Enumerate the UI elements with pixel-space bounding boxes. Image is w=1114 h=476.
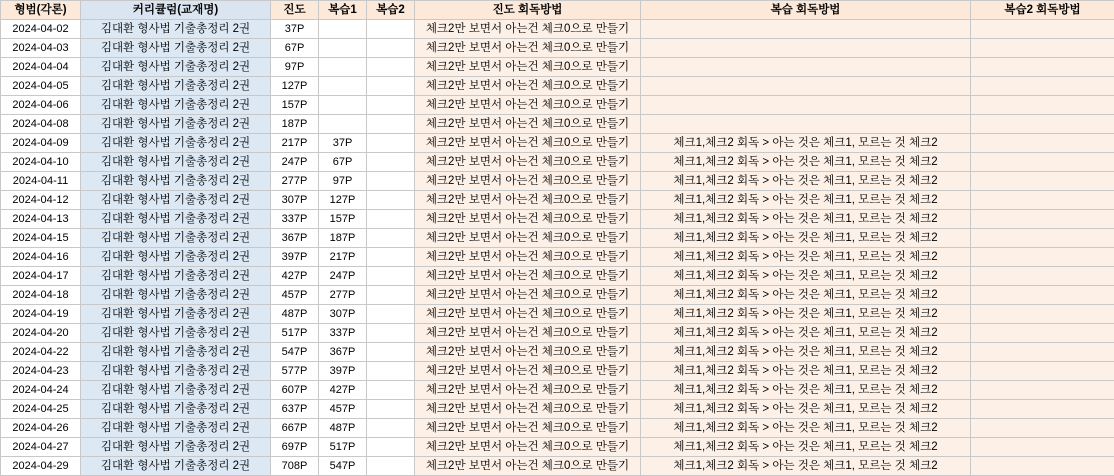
- cell-date[interactable]: 2024-04-03: [1, 39, 81, 58]
- table-row: [1, 191, 1114, 210]
- table-row: [1, 115, 1114, 134]
- cell-curriculum[interactable]: 김대환 형사법 기출총정리 2권: [81, 381, 271, 400]
- cell-review1[interactable]: [319, 39, 367, 58]
- cell-review2-method[interactable]: [971, 153, 1114, 172]
- cell-curriculum[interactable]: 김대환 형사법 기출총정리 2권: [81, 457, 271, 476]
- cell-review2[interactable]: [367, 210, 415, 229]
- cell-review-method[interactable]: [641, 58, 971, 77]
- cell-review2[interactable]: [367, 115, 415, 134]
- cell-review2-method[interactable]: [971, 248, 1114, 267]
- cell-review2-method[interactable]: [971, 362, 1114, 381]
- cell-progress[interactable]: 457P: [271, 286, 319, 305]
- cell-review-method[interactable]: [641, 20, 971, 39]
- cell-review2[interactable]: [367, 248, 415, 267]
- table-row: [1, 172, 1114, 191]
- cell-review-method[interactable]: [641, 115, 971, 134]
- cell-progress[interactable]: 637P: [271, 400, 319, 419]
- cell-date[interactable]: 2024-04-09: [1, 134, 81, 153]
- cell-date[interactable]: 2024-04-05: [1, 77, 81, 96]
- cell-date[interactable]: 2024-04-18: [1, 286, 81, 305]
- table-row: [1, 248, 1114, 267]
- cell-date[interactable]: 2024-04-06: [1, 96, 81, 115]
- cell-date[interactable]: 2024-04-22: [1, 343, 81, 362]
- cell-progress[interactable]: 127P: [271, 77, 319, 96]
- cell-review1[interactable]: 157P: [319, 210, 367, 229]
- cell-curriculum[interactable]: 김대환 형사법 기출총정리 2권: [81, 172, 271, 191]
- table-row: [1, 438, 1114, 457]
- column-header-date[interactable]: 형범(각론): [1, 1, 81, 20]
- cell-progress-method[interactable]: 체크2만 보면서 아는건 체크0으로 만들기: [415, 438, 641, 457]
- cell-review-method[interactable]: 체크1,체크2 회독 > 아는 것은 체크1, 모르는 것 체크2: [641, 324, 971, 343]
- cell-review2[interactable]: [367, 400, 415, 419]
- cell-review-method[interactable]: 체크1,체크2 회독 > 아는 것은 체크1, 모르는 것 체크2: [641, 172, 971, 191]
- cell-review2-method[interactable]: [971, 134, 1114, 153]
- cell-review-method[interactable]: 체크1,체크2 회독 > 아는 것은 체크1, 모르는 것 체크2: [641, 438, 971, 457]
- cell-review1[interactable]: 127P: [319, 191, 367, 210]
- cell-review2[interactable]: [367, 362, 415, 381]
- cell-review1[interactable]: 97P: [319, 172, 367, 191]
- cell-review2[interactable]: [367, 438, 415, 457]
- cell-progress[interactable]: 37P: [271, 20, 319, 39]
- cell-review2-method[interactable]: [971, 210, 1114, 229]
- cell-review1[interactable]: [319, 77, 367, 96]
- cell-review2-method[interactable]: [971, 77, 1114, 96]
- cell-curriculum[interactable]: 김대환 형사법 기출총정리 2권: [81, 419, 271, 438]
- cell-progress[interactable]: 157P: [271, 96, 319, 115]
- cell-progress-method[interactable]: 체크2만 보면서 아는건 체크0으로 만들기: [415, 96, 641, 115]
- cell-review2-method[interactable]: [971, 438, 1114, 457]
- cell-progress-method[interactable]: 체크2만 보면서 아는건 체크0으로 만들기: [415, 153, 641, 172]
- table-row: [1, 153, 1114, 172]
- cell-review2-method[interactable]: [971, 115, 1114, 134]
- cell-review1[interactable]: 277P: [319, 286, 367, 305]
- cell-curriculum[interactable]: 김대환 형사법 기출총정리 2권: [81, 115, 271, 134]
- cell-review2-method[interactable]: [971, 39, 1114, 58]
- cell-date[interactable]: 2024-04-29: [1, 457, 81, 476]
- table-row: [1, 77, 1114, 96]
- cell-date[interactable]: 2024-04-02: [1, 20, 81, 39]
- table-row: [1, 267, 1114, 286]
- cell-review-method[interactable]: [641, 77, 971, 96]
- cell-progress-method[interactable]: 체크2만 보면서 아는건 체크0으로 만들기: [415, 286, 641, 305]
- table-row: [1, 39, 1114, 58]
- cell-review1[interactable]: 37P: [319, 134, 367, 153]
- cell-review1[interactable]: [319, 96, 367, 115]
- cell-progress[interactable]: 187P: [271, 115, 319, 134]
- cell-progress[interactable]: 97P: [271, 58, 319, 77]
- cell-date[interactable]: 2024-04-25: [1, 400, 81, 419]
- cell-progress-method[interactable]: 체크2만 보면서 아는건 체크0으로 만들기: [415, 134, 641, 153]
- table-row: [1, 229, 1114, 248]
- cell-date[interactable]: 2024-04-08: [1, 115, 81, 134]
- cell-review2[interactable]: [367, 58, 415, 77]
- cell-review2[interactable]: [367, 20, 415, 39]
- cell-date[interactable]: 2024-04-27: [1, 438, 81, 457]
- cell-review2[interactable]: [367, 229, 415, 248]
- cell-progress-method[interactable]: 체크2만 보면서 아는건 체크0으로 만들기: [415, 400, 641, 419]
- cell-date[interactable]: 2024-04-19: [1, 305, 81, 324]
- column-header-progress[interactable]: 진도: [271, 1, 319, 20]
- cell-progress[interactable]: 708P: [271, 457, 319, 476]
- cell-curriculum[interactable]: 김대환 형사법 기출총정리 2권: [81, 20, 271, 39]
- table-header: [1, 1, 1114, 20]
- table-row: [1, 457, 1114, 476]
- cell-progress[interactable]: 67P: [271, 39, 319, 58]
- cell-review2-method[interactable]: [971, 20, 1114, 39]
- cell-progress-method[interactable]: 체크2만 보면서 아는건 체크0으로 만들기: [415, 457, 641, 476]
- column-header-review2[interactable]: 복습2: [367, 1, 415, 20]
- cell-review2-method[interactable]: [971, 381, 1114, 400]
- cell-review2[interactable]: [367, 286, 415, 305]
- cell-review-method[interactable]: 체크1,체크2 회독 > 아는 것은 체크1, 모르는 것 체크2: [641, 191, 971, 210]
- cell-date[interactable]: 2024-04-23: [1, 362, 81, 381]
- cell-curriculum[interactable]: 김대환 형사법 기출총정리 2권: [81, 362, 271, 381]
- cell-date[interactable]: 2024-04-15: [1, 229, 81, 248]
- cell-review1[interactable]: 427P: [319, 381, 367, 400]
- cell-review2-method[interactable]: [971, 457, 1114, 476]
- cell-review1[interactable]: 247P: [319, 267, 367, 286]
- cell-date[interactable]: 2024-04-26: [1, 419, 81, 438]
- cell-review2[interactable]: [367, 419, 415, 438]
- header-row: [1, 1, 1114, 20]
- cell-review1[interactable]: 217P: [319, 248, 367, 267]
- cell-progress-method[interactable]: 체크2만 보면서 아는건 체크0으로 만들기: [415, 324, 641, 343]
- cell-review1[interactable]: 67P: [319, 153, 367, 172]
- cell-curriculum[interactable]: 김대환 형사법 기출총정리 2권: [81, 153, 271, 172]
- cell-review1[interactable]: 517P: [319, 438, 367, 457]
- cell-progress[interactable]: 697P: [271, 438, 319, 457]
- cell-curriculum[interactable]: 김대환 형사법 기출총정리 2권: [81, 58, 271, 77]
- table-row: [1, 324, 1114, 343]
- table-row: [1, 419, 1114, 438]
- cell-review1[interactable]: [319, 58, 367, 77]
- cell-review-method[interactable]: 체크1,체크2 회독 > 아는 것은 체크1, 모르는 것 체크2: [641, 343, 971, 362]
- cell-progress-method[interactable]: 체크2만 보면서 아는건 체크0으로 만들기: [415, 39, 641, 58]
- cell-progress-method[interactable]: 체크2만 보면서 아는건 체크0으로 만들기: [415, 115, 641, 134]
- table-row: [1, 400, 1114, 419]
- cell-progress-method[interactable]: 체크2만 보면서 아는건 체크0으로 만들기: [415, 20, 641, 39]
- cell-progress[interactable]: 337P: [271, 210, 319, 229]
- cell-progress[interactable]: 427P: [271, 267, 319, 286]
- cell-date[interactable]: 2024-04-12: [1, 191, 81, 210]
- cell-review1[interactable]: 307P: [319, 305, 367, 324]
- cell-review-method[interactable]: 체크1,체크2 회독 > 아는 것은 체크1, 모르는 것 체크2: [641, 248, 971, 267]
- cell-progress[interactable]: 307P: [271, 191, 319, 210]
- column-header-review-method[interactable]: 복습 회독방법: [641, 1, 971, 20]
- cell-review-method[interactable]: 체크1,체크2 회독 > 아는 것은 체크1, 모르는 것 체크2: [641, 305, 971, 324]
- cell-date[interactable]: 2024-04-13: [1, 210, 81, 229]
- cell-progress-method[interactable]: 체크2만 보면서 아는건 체크0으로 만들기: [415, 362, 641, 381]
- column-header-review2-method[interactable]: 복습2 회독방법: [971, 1, 1114, 20]
- cell-review1[interactable]: 187P: [319, 229, 367, 248]
- cell-review2[interactable]: [367, 343, 415, 362]
- cell-review-method[interactable]: 체크1,체크2 회독 > 아는 것은 체크1, 모르는 것 체크2: [641, 400, 971, 419]
- cell-progress-method[interactable]: 체크2만 보면서 아는건 체크0으로 만들기: [415, 172, 641, 191]
- cell-curriculum[interactable]: 김대환 형사법 기출총정리 2권: [81, 191, 271, 210]
- cell-progress-method[interactable]: 체크2만 보면서 아는건 체크0으로 만들기: [415, 381, 641, 400]
- cell-review2-method[interactable]: [971, 58, 1114, 77]
- cell-review2[interactable]: [367, 172, 415, 191]
- cell-date[interactable]: 2024-04-17: [1, 267, 81, 286]
- cell-progress-method[interactable]: 체크2만 보면서 아는건 체크0으로 만들기: [415, 77, 641, 96]
- cell-progress-method[interactable]: 체크2만 보면서 아는건 체크0으로 만들기: [415, 229, 641, 248]
- cell-progress[interactable]: 277P: [271, 172, 319, 191]
- table-row: [1, 210, 1114, 229]
- cell-curriculum[interactable]: 김대환 형사법 기출총정리 2권: [81, 39, 271, 58]
- cell-progress[interactable]: 367P: [271, 229, 319, 248]
- cell-progress[interactable]: 397P: [271, 248, 319, 267]
- cell-curriculum[interactable]: 김대환 형사법 기출총정리 2권: [81, 286, 271, 305]
- cell-progress[interactable]: 547P: [271, 343, 319, 362]
- cell-review2-method[interactable]: [971, 324, 1114, 343]
- cell-date[interactable]: 2024-04-11: [1, 172, 81, 191]
- cell-date[interactable]: 2024-04-20: [1, 324, 81, 343]
- cell-review1[interactable]: 457P: [319, 400, 367, 419]
- cell-review2[interactable]: [367, 191, 415, 210]
- cell-review1[interactable]: 547P: [319, 457, 367, 476]
- cell-progress-method[interactable]: 체크2만 보면서 아는건 체크0으로 만들기: [415, 191, 641, 210]
- cell-review2[interactable]: [367, 381, 415, 400]
- cell-curriculum[interactable]: 김대환 형사법 기출총정리 2권: [81, 96, 271, 115]
- cell-review-method[interactable]: 체크1,체크2 회독 > 아는 것은 체크1, 모르는 것 체크2: [641, 134, 971, 153]
- cell-progress-method[interactable]: 체크2만 보면서 아는건 체크0으로 만들기: [415, 343, 641, 362]
- cell-review2[interactable]: [367, 39, 415, 58]
- cell-review2[interactable]: [367, 305, 415, 324]
- table-body: [1, 20, 1114, 476]
- cell-curriculum[interactable]: 김대환 형사법 기출총정리 2권: [81, 324, 271, 343]
- cell-progress[interactable]: 517P: [271, 324, 319, 343]
- cell-date[interactable]: 2024-04-10: [1, 153, 81, 172]
- cell-progress[interactable]: 667P: [271, 419, 319, 438]
- cell-progress[interactable]: 487P: [271, 305, 319, 324]
- table-row: [1, 381, 1114, 400]
- cell-review-method[interactable]: 체크1,체크2 회독 > 아는 것은 체크1, 모르는 것 체크2: [641, 153, 971, 172]
- column-header-progress-method[interactable]: 진도 회독방법: [415, 1, 641, 20]
- cell-review2[interactable]: [367, 77, 415, 96]
- cell-progress-method[interactable]: 체크2만 보면서 아는건 체크0으로 만들기: [415, 210, 641, 229]
- table-row: [1, 58, 1114, 77]
- cell-review1[interactable]: 367P: [319, 343, 367, 362]
- cell-curriculum[interactable]: 김대환 형사법 기출총정리 2권: [81, 400, 271, 419]
- cell-review2[interactable]: [367, 267, 415, 286]
- cell-review-method[interactable]: 체크1,체크2 회독 > 아는 것은 체크1, 모르는 것 체크2: [641, 457, 971, 476]
- cell-progress-method[interactable]: 체크2만 보면서 아는건 체크0으로 만들기: [415, 419, 641, 438]
- cell-review2[interactable]: [367, 153, 415, 172]
- cell-review-method[interactable]: 체크1,체크2 회독 > 아는 것은 체크1, 모르는 것 체크2: [641, 229, 971, 248]
- cell-review-method[interactable]: 체크1,체크2 회독 > 아는 것은 체크1, 모르는 것 체크2: [641, 210, 971, 229]
- cell-curriculum[interactable]: 김대환 형사법 기출총정리 2권: [81, 343, 271, 362]
- cell-review2-method[interactable]: [971, 229, 1114, 248]
- cell-review-method[interactable]: [641, 39, 971, 58]
- cell-review2-method[interactable]: [971, 172, 1114, 191]
- table-row: [1, 343, 1114, 362]
- cell-review2[interactable]: [367, 134, 415, 153]
- cell-review-method[interactable]: 체크1,체크2 회독 > 아는 것은 체크1, 모르는 것 체크2: [641, 419, 971, 438]
- cell-curriculum[interactable]: 김대환 형사법 기출총정리 2권: [81, 229, 271, 248]
- cell-review2-method[interactable]: [971, 286, 1114, 305]
- cell-curriculum[interactable]: 김대환 형사법 기출총정리 2권: [81, 305, 271, 324]
- cell-review-method[interactable]: 체크1,체크2 회독 > 아는 것은 체크1, 모르는 것 체크2: [641, 381, 971, 400]
- cell-curriculum[interactable]: 김대환 형사법 기출총정리 2권: [81, 134, 271, 153]
- cell-review2-method[interactable]: [971, 305, 1114, 324]
- cell-review1[interactable]: 487P: [319, 419, 367, 438]
- cell-review-method[interactable]: 체크1,체크2 회독 > 아는 것은 체크1, 모르는 것 체크2: [641, 286, 971, 305]
- table-row: [1, 96, 1114, 115]
- column-header-curriculum[interactable]: 커리큘럼(교재명): [81, 1, 271, 20]
- cell-progress[interactable]: 607P: [271, 381, 319, 400]
- cell-progress-method[interactable]: 체크2만 보면서 아는건 체크0으로 만들기: [415, 58, 641, 77]
- table-row: [1, 286, 1114, 305]
- cell-progress-method[interactable]: 체크2만 보면서 아는건 체크0으로 만들기: [415, 248, 641, 267]
- cell-review2-method[interactable]: [971, 343, 1114, 362]
- cell-review1[interactable]: [319, 115, 367, 134]
- cell-date[interactable]: 2024-04-04: [1, 58, 81, 77]
- cell-review1[interactable]: [319, 20, 367, 39]
- cell-progress[interactable]: 247P: [271, 153, 319, 172]
- table-row: [1, 362, 1114, 381]
- cell-review2[interactable]: [367, 96, 415, 115]
- cell-review1[interactable]: 337P: [319, 324, 367, 343]
- cell-review-method[interactable]: 체크1,체크2 회독 > 아는 것은 체크1, 모르는 것 체크2: [641, 362, 971, 381]
- cell-curriculum[interactable]: 김대환 형사법 기출총정리 2권: [81, 210, 271, 229]
- cell-date[interactable]: 2024-04-24: [1, 381, 81, 400]
- cell-review2[interactable]: [367, 324, 415, 343]
- cell-curriculum[interactable]: 김대환 형사법 기출총정리 2권: [81, 248, 271, 267]
- column-header-review1[interactable]: 복습1: [319, 1, 367, 20]
- cell-progress-method[interactable]: 체크2만 보면서 아는건 체크0으로 만들기: [415, 267, 641, 286]
- cell-review2-method[interactable]: [971, 400, 1114, 419]
- cell-progress[interactable]: 217P: [271, 134, 319, 153]
- cell-review2-method[interactable]: [971, 96, 1114, 115]
- cell-review2-method[interactable]: [971, 419, 1114, 438]
- cell-progress-method[interactable]: 체크2만 보면서 아는건 체크0으로 만들기: [415, 305, 641, 324]
- cell-date[interactable]: 2024-04-16: [1, 248, 81, 267]
- cell-review2-method[interactable]: [971, 191, 1114, 210]
- cell-review2[interactable]: [367, 457, 415, 476]
- cell-review-method[interactable]: 체크1,체크2 회독 > 아는 것은 체크1, 모르는 것 체크2: [641, 267, 971, 286]
- table-row: [1, 305, 1114, 324]
- cell-curriculum[interactable]: 김대환 형사법 기출총정리 2권: [81, 267, 271, 286]
- cell-review-method[interactable]: [641, 96, 971, 115]
- cell-review2-method[interactable]: [971, 267, 1114, 286]
- table-row: [1, 134, 1114, 153]
- cell-review1[interactable]: 397P: [319, 362, 367, 381]
- cell-curriculum[interactable]: 김대환 형사법 기출총정리 2권: [81, 77, 271, 96]
- cell-progress[interactable]: 577P: [271, 362, 319, 381]
- table-row: [1, 20, 1114, 39]
- cell-curriculum[interactable]: 김대환 형사법 기출총정리 2권: [81, 438, 271, 457]
